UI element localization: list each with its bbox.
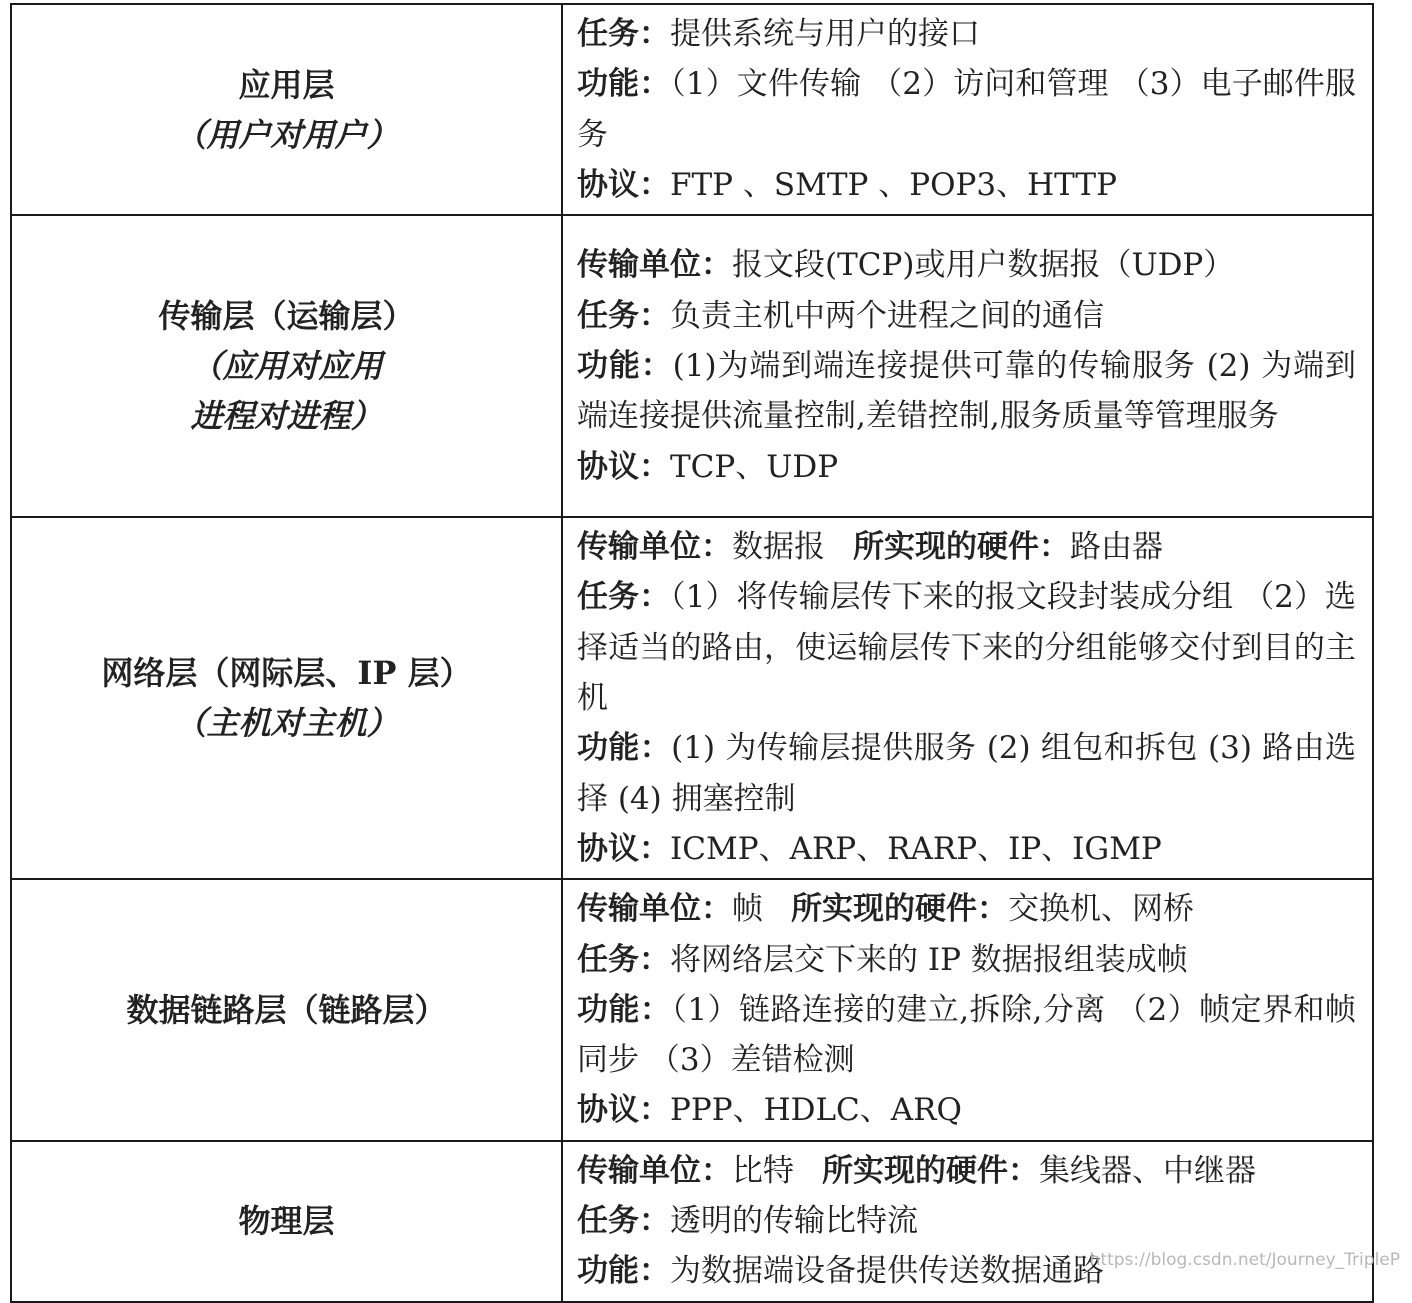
hardware-key: 所实现的硬件： xyxy=(791,891,1008,928)
layer-name-cell xyxy=(11,879,562,1140)
detail-key: 任务： xyxy=(577,297,670,334)
detail-key: 任务： xyxy=(577,16,670,52)
detail-line xyxy=(577,572,1356,723)
table-row xyxy=(11,879,1373,1140)
detail-key: 传输单位： xyxy=(577,529,732,566)
layer-name: 应用层 xyxy=(238,65,335,104)
table-row xyxy=(11,215,1373,517)
layer-name-cell xyxy=(11,4,562,215)
detail-value: 将网络层交下来的 IP 数据报组装成帧 xyxy=(670,941,1188,978)
detail-key: 功能： xyxy=(577,730,672,767)
detail-line xyxy=(577,985,1356,1086)
watermark-text: https://blog.csdn.net/Journey_TripleP xyxy=(1089,1250,1400,1270)
detail-value: 帧 xyxy=(732,891,763,928)
detail-value: FTP 、SMTP 、POP3、HTTP xyxy=(670,166,1117,203)
detail-key: 传输单位： xyxy=(577,891,732,928)
detail-line xyxy=(577,160,1356,210)
detail-key: 协议： xyxy=(577,448,670,485)
hardware-value: 集线器、中继器 xyxy=(1039,1152,1256,1189)
detail-key: 协议： xyxy=(577,830,670,867)
layer-scope: （用户对用户） xyxy=(174,115,399,154)
detail-key: 任务： xyxy=(577,579,671,616)
detail-line xyxy=(577,240,1356,290)
detail-key: 传输单位： xyxy=(577,247,732,284)
detail-value: (1)为端到端连接提供可靠的传输服务 (2) 为端到端连接提供流量控制,差错控制,服务质量等管理服务 xyxy=(577,348,1357,435)
osi-layers-table xyxy=(10,3,1374,1303)
detail-key: 功能： xyxy=(577,66,671,103)
detail-value: (1) 为传输层提供服务 (2) 组包和拆包 (3) 路由选择 (4) 拥塞控制 xyxy=(577,730,1356,817)
hardware-value: 路由器 xyxy=(1070,529,1163,566)
detail-line xyxy=(577,522,1356,572)
detail-line xyxy=(577,341,1356,442)
layer-name: 网络层（网际层、IP 层） xyxy=(101,654,472,693)
layer-name: 数据链路层（链路层） xyxy=(126,991,447,1029)
detail-line xyxy=(577,1085,1356,1135)
detail-key: 传输单位： xyxy=(577,1152,732,1189)
detail-line xyxy=(577,1146,1356,1196)
detail-key: 功能： xyxy=(577,348,673,385)
layer-name-cell xyxy=(11,215,562,517)
hardware-value: 交换机、网桥 xyxy=(1008,891,1194,928)
layer-scope: 进程对进程） xyxy=(190,397,383,436)
layer-details-cell xyxy=(562,4,1373,215)
detail-line xyxy=(577,935,1356,985)
hardware-key: 所实现的硬件： xyxy=(822,1152,1039,1189)
detail-key: 协议： xyxy=(577,166,670,203)
layer-details-cell xyxy=(562,215,1373,517)
detail-value: 为数据端设备提供传送数据通路 xyxy=(670,1253,1104,1290)
detail-key: 任务： xyxy=(577,1203,670,1240)
detail-line xyxy=(577,9,1356,59)
layer-name: 物理层 xyxy=(238,1202,335,1241)
layer-name-cell xyxy=(11,517,562,879)
layer-scope: （主机对主机） xyxy=(174,704,399,743)
layer-scope: （应用对应用 xyxy=(190,347,383,386)
layer-details-cell xyxy=(562,879,1373,1140)
detail-value: ICMP、ARP、RARP、IP、IGMP xyxy=(670,830,1162,867)
detail-value: 比特 xyxy=(732,1152,794,1189)
layer-name: 传输层（运输层） xyxy=(158,297,415,336)
detail-value: PPP、HDLC、ARQ xyxy=(670,1092,962,1129)
detail-key: 任务： xyxy=(577,941,670,978)
detail-value: （1）链路连接的建立,拆除,分离 （2）帧定界和帧同步 （3）差错检测 xyxy=(577,991,1356,1079)
detail-value: 提供系统与用户的接口 xyxy=(670,16,980,52)
detail-key: 功能： xyxy=(577,991,672,1028)
table-row xyxy=(11,517,1373,879)
detail-line xyxy=(577,1196,1356,1246)
layer-details-cell xyxy=(562,517,1373,879)
detail-value: 报文段(TCP)或用户数据报（UDP） xyxy=(732,247,1235,284)
detail-line xyxy=(577,442,1356,492)
detail-value: 透明的传输比特流 xyxy=(670,1203,918,1240)
detail-line xyxy=(577,723,1356,824)
detail-key: 协议： xyxy=(577,1092,670,1129)
detail-value: （1）文件传输 （2）访问和管理 （3）电子邮件服务 xyxy=(577,66,1356,153)
table-row xyxy=(11,4,1373,215)
detail-value: 数据报 xyxy=(732,529,825,566)
detail-line xyxy=(577,884,1356,934)
detail-line xyxy=(577,824,1356,874)
detail-line xyxy=(577,291,1356,341)
detail-value: TCP、UDP xyxy=(670,448,839,485)
detail-value: 负责主机中两个进程之间的通信 xyxy=(670,297,1104,334)
table-body xyxy=(11,4,1373,1302)
hardware-key: 所实现的硬件： xyxy=(853,529,1070,566)
detail-value: （1）将传输层传下来的报文段封装成分组 （2）选择适当的路由，使运输层传下来的分组能够交付到目的主机 xyxy=(577,579,1356,717)
detail-key: 功能： xyxy=(577,1253,670,1290)
detail-line xyxy=(577,59,1356,160)
